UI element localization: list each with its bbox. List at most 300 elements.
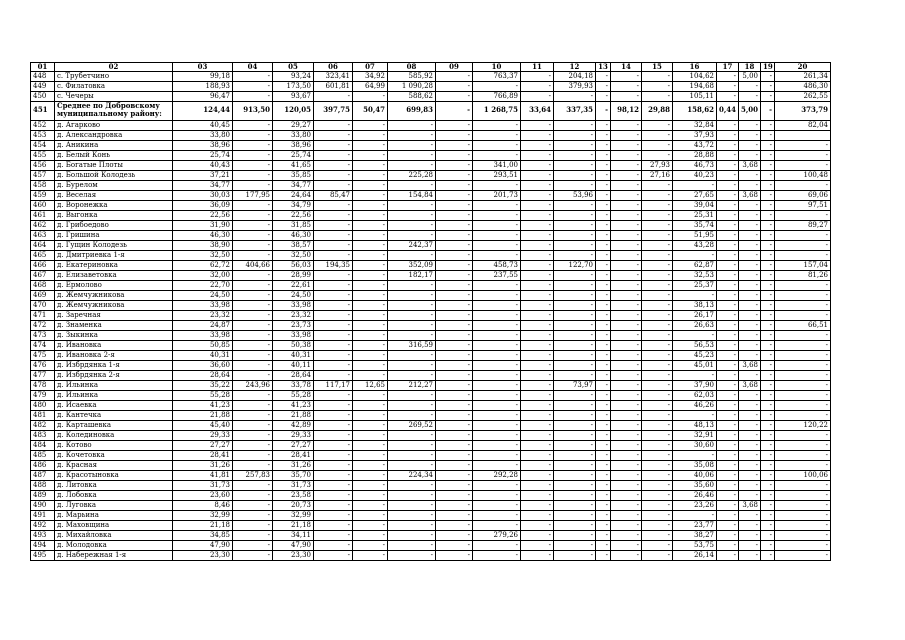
value-cell: 337,35 [554,101,596,120]
value-cell: - [717,350,739,360]
settlement-name-cell: д. Литовка [55,480,173,490]
table-row [31,420,831,430]
value-cell: - [353,540,388,550]
value-cell: - [761,230,775,240]
value-cell: - [388,400,436,410]
value-cell: - [596,530,611,540]
value-cell: - [642,260,673,270]
value-cell: - [353,410,388,420]
value-cell: - [314,330,353,340]
value-cell: 26,46 [673,490,717,500]
value-cell: - [717,130,739,140]
value-cell: 23,77 [673,520,717,530]
value-cell: - [761,280,775,290]
value-cell: - [611,370,642,380]
value-cell: - [436,490,473,500]
value-cell: - [739,430,761,440]
value-cell: - [521,91,554,101]
value-cell: - [436,410,473,420]
value-cell: - [473,500,521,510]
value-cell: 120,05 [273,101,314,120]
value-cell: - [717,240,739,250]
value-cell: 33,80 [273,130,314,140]
value-cell: - [233,540,273,550]
value-cell: - [554,410,596,420]
value-cell: - [761,160,775,170]
value-cell: 25,37 [673,280,717,290]
row-number-cell: 453 [31,130,55,140]
row-number-cell: 474 [31,340,55,350]
data-table [30,62,831,561]
value-cell: - [554,130,596,140]
value-cell: - [353,480,388,490]
row-number-cell: 489 [31,490,55,500]
value-cell: 201,73 [473,190,521,200]
value-cell: 23,32 [273,310,314,320]
value-cell: 28,41 [273,450,314,460]
value-cell: - [521,220,554,230]
value-cell: - [761,130,775,140]
value-cell: - [473,290,521,300]
value-cell: - [739,230,761,240]
value-cell: - [717,81,739,91]
column-header: 07 [353,63,388,72]
value-cell: - [775,480,831,490]
value-cell: 588,62 [388,91,436,101]
value-cell: - [761,490,775,500]
value-cell: 21,88 [173,410,233,420]
value-cell: - [761,380,775,390]
value-cell: - [596,170,611,180]
value-cell: - [554,460,596,470]
value-cell: 31,26 [273,460,314,470]
value-cell: - [761,240,775,250]
value-cell: - [353,550,388,560]
settlement-name-cell: д. Александровка [55,130,173,140]
table-row [31,370,831,380]
value-cell: - [739,140,761,150]
value-cell: - [388,280,436,290]
value-cell: - [436,430,473,440]
value-cell: - [596,490,611,500]
value-cell: - [642,310,673,320]
value-cell: - [353,210,388,220]
value-cell: - [717,410,739,420]
value-cell: - [642,540,673,550]
row-number-cell: 457 [31,170,55,180]
value-cell: 40,06 [673,470,717,480]
value-cell: - [775,340,831,350]
value-cell: - [521,290,554,300]
value-cell: 29,27 [273,120,314,130]
value-cell: 33,64 [521,101,554,120]
value-cell: - [717,260,739,270]
value-cell: - [353,330,388,340]
value-cell: - [761,350,775,360]
value-cell: 34,77 [173,180,233,190]
value-cell: - [554,430,596,440]
value-cell: 40,11 [273,360,314,370]
value-cell: 23,26 [673,500,717,510]
value-cell: - [596,350,611,360]
value-cell: 32,50 [273,250,314,260]
value-cell: - [596,81,611,91]
value-cell: 34,85 [173,530,233,540]
value-cell: 194,68 [673,81,717,91]
value-cell: - [388,200,436,210]
value-cell: - [611,300,642,310]
value-cell: - [521,140,554,150]
settlement-name-cell: д. Гущин Колодезь [55,240,173,250]
value-cell: - [436,520,473,530]
value-cell: 47,90 [173,540,233,550]
value-cell: 55,28 [273,390,314,400]
value-cell: - [739,440,761,450]
value-cell: - [775,310,831,320]
value-cell: - [554,490,596,500]
settlement-name-cell: д. Красотыновка [55,470,173,480]
value-cell: - [554,360,596,370]
value-cell: 35,74 [673,220,717,230]
value-cell: 23,58 [273,490,314,500]
value-cell: - [717,160,739,170]
value-cell: - [611,350,642,360]
value-cell: - [521,310,554,320]
value-cell: - [611,310,642,320]
value-cell: - [611,210,642,220]
value-cell: - [436,500,473,510]
row-number-cell: 479 [31,390,55,400]
table-row [31,350,831,360]
value-cell: - [761,300,775,310]
value-cell: - [353,430,388,440]
value-cell: - [554,180,596,190]
value-cell: - [233,320,273,330]
value-cell: - [717,390,739,400]
value-cell: - [473,430,521,440]
value-cell: 486,30 [775,81,831,91]
value-cell: - [436,180,473,190]
value-cell: 5,00 [739,71,761,81]
value-cell: - [642,400,673,410]
value-cell: - [611,410,642,420]
settlement-name-cell: Среднее по Добровскому муниципальному району: [55,101,173,120]
value-cell: - [596,440,611,450]
value-cell: 36,09 [173,200,233,210]
value-cell: - [739,490,761,500]
value-cell: - [761,250,775,260]
value-cell: 23,30 [273,550,314,560]
column-header: 18 [739,63,761,72]
settlement-name-cell: д. Воронежка [55,200,173,210]
value-cell: 24,50 [273,290,314,300]
value-cell: 32,50 [173,250,233,260]
value-cell: - [739,280,761,290]
value-cell: - [596,200,611,210]
value-cell: - [642,130,673,140]
value-cell: - [642,430,673,440]
value-cell: 46,73 [673,160,717,170]
value-cell: - [554,480,596,490]
value-cell: - [611,470,642,480]
value-cell: - [611,520,642,530]
value-cell: 3,68 [739,500,761,510]
value-cell: 48,13 [673,420,717,430]
value-cell: 34,79 [273,200,314,210]
value-cell: - [761,340,775,350]
settlement-name-cell: д. Маховщина [55,520,173,530]
value-cell: - [761,260,775,270]
value-cell: - [436,330,473,340]
value-cell: - [761,170,775,180]
value-cell: - [611,400,642,410]
value-cell: - [717,190,739,200]
value-cell: - [717,300,739,310]
value-cell: - [717,150,739,160]
value-cell: 26,63 [673,320,717,330]
value-cell: - [314,240,353,250]
value-cell: - [436,190,473,200]
value-cell: - [611,550,642,560]
value-cell: - [388,440,436,450]
value-cell: - [473,490,521,500]
value-cell: - [775,500,831,510]
value-cell: 601,81 [314,81,353,91]
value-cell: - [436,370,473,380]
value-cell: - [521,420,554,430]
value-cell: - [739,220,761,230]
value-cell: 66,51 [775,320,831,330]
value-cell: - [473,540,521,550]
value-cell: - [436,200,473,210]
column-header: 05 [273,63,314,72]
value-cell: - [761,480,775,490]
table-row [31,130,831,140]
table-row [31,170,831,180]
value-cell: - [717,310,739,320]
value-cell: - [388,370,436,380]
table-row [31,480,831,490]
value-cell: - [642,490,673,500]
column-header: 06 [314,63,353,72]
value-cell: - [314,310,353,320]
table-row [31,290,831,300]
value-cell: - [388,500,436,510]
value-cell: - [775,490,831,500]
value-cell: - [739,300,761,310]
value-cell: - [353,450,388,460]
value-cell: - [233,370,273,380]
table-row [31,460,831,470]
value-cell: 158,62 [673,101,717,120]
value-cell: - [761,180,775,190]
value-cell: 379,93 [554,81,596,91]
value-cell: - [521,350,554,360]
column-header: 16 [673,63,717,72]
value-cell: - [314,350,353,360]
value-cell: - [611,540,642,550]
value-cell: 404,66 [233,260,273,270]
value-cell: - [554,390,596,400]
value-cell: - [717,220,739,230]
value-cell: - [717,320,739,330]
value-cell: - [611,500,642,510]
table-row [31,500,831,510]
value-cell: 62,87 [673,260,717,270]
value-cell: - [473,320,521,330]
value-cell: - [353,91,388,101]
row-number-cell: 454 [31,140,55,150]
settlement-name-cell: д. Лобовка [55,490,173,500]
settlement-name-cell: д. Ивановка [55,340,173,350]
value-cell: - [388,230,436,240]
value-cell: - [436,81,473,91]
value-cell: - [775,150,831,160]
value-cell: 53,96 [554,190,596,200]
value-cell: - [436,230,473,240]
row-number-cell: 471 [31,310,55,320]
value-cell: - [521,550,554,560]
value-cell: - [739,540,761,550]
value-cell: 23,32 [173,310,233,320]
value-cell: - [554,520,596,530]
value-cell: - [233,150,273,160]
value-cell: - [314,450,353,460]
table-row [31,340,831,350]
value-cell: - [314,150,353,160]
row-number-cell: 470 [31,300,55,310]
value-cell: - [717,71,739,81]
value-cell: 28,99 [273,270,314,280]
value-cell: - [473,460,521,470]
value-cell: 46,30 [173,230,233,240]
value-cell: - [521,360,554,370]
row-number-cell: 477 [31,370,55,380]
value-cell: - [353,130,388,140]
value-cell: - [521,130,554,140]
value-cell: - [314,490,353,500]
value-cell: - [353,460,388,470]
settlement-name-cell: д. Красная [55,460,173,470]
value-cell: 33,98 [173,330,233,340]
value-cell: 47,90 [273,540,314,550]
value-cell: - [521,510,554,520]
value-cell: 45,01 [673,360,717,370]
row-number-cell: 451 [31,101,55,120]
value-cell: - [596,290,611,300]
value-cell: - [314,420,353,430]
value-cell: - [642,500,673,510]
value-cell: - [761,190,775,200]
value-cell: - [611,450,642,460]
value-cell: 25,74 [173,150,233,160]
value-cell: - [611,270,642,280]
row-number-cell: 485 [31,450,55,460]
value-cell: - [388,210,436,220]
value-cell: - [314,290,353,300]
value-cell: - [233,200,273,210]
value-cell: - [642,480,673,490]
value-cell: - [596,210,611,220]
table-row [31,510,831,520]
value-cell: - [673,290,717,300]
value-cell: - [554,280,596,290]
value-cell: 38,27 [673,530,717,540]
value-cell: - [717,380,739,390]
row-number-cell: 475 [31,350,55,360]
value-cell: 62,03 [673,390,717,400]
value-cell: - [596,520,611,530]
value-cell: 3,68 [739,190,761,200]
value-cell: - [554,290,596,300]
table-row [31,140,831,150]
value-cell: - [233,490,273,500]
header-row [31,63,831,72]
value-cell: - [388,180,436,190]
value-cell: - [761,440,775,450]
value-cell: - [353,250,388,260]
value-cell: - [436,210,473,220]
value-cell: - [436,540,473,550]
value-cell: - [596,190,611,200]
value-cell: - [388,360,436,370]
value-cell: - [554,270,596,280]
table-row [31,260,831,270]
value-cell: 154,84 [388,190,436,200]
value-cell: 41,23 [273,400,314,410]
value-cell: 458,73 [473,260,521,270]
value-cell: 32,84 [673,120,717,130]
value-cell: - [739,350,761,360]
value-cell: - [596,130,611,140]
value-cell: 81,26 [775,270,831,280]
value-cell: - [739,250,761,260]
value-cell: - [388,160,436,170]
value-cell: - [761,140,775,150]
value-cell: - [739,550,761,560]
value-cell: - [353,270,388,280]
value-cell: - [233,91,273,101]
value-cell: - [761,81,775,91]
value-cell: - [611,200,642,210]
row-number-cell: 469 [31,290,55,300]
value-cell: - [233,130,273,140]
value-cell: - [775,250,831,260]
table-row [31,250,831,260]
value-cell: - [611,140,642,150]
row-number-cell: 450 [31,91,55,101]
value-cell: - [554,450,596,460]
table-row [31,390,831,400]
settlement-name-cell: д. Михайловка [55,530,173,540]
value-cell: - [761,450,775,460]
value-cell: - [473,280,521,290]
value-cell: - [521,530,554,540]
value-cell: 120,22 [775,420,831,430]
value-cell: - [314,510,353,520]
value-cell: - [717,230,739,240]
value-cell: - [353,320,388,330]
value-cell: 182,17 [388,270,436,280]
value-cell: 242,37 [388,240,436,250]
value-cell: - [596,330,611,340]
value-cell: - [761,540,775,550]
value-cell: - [233,240,273,250]
value-cell: - [717,370,739,380]
value-cell: - [233,390,273,400]
row-number-cell: 488 [31,480,55,490]
table-row [31,440,831,450]
